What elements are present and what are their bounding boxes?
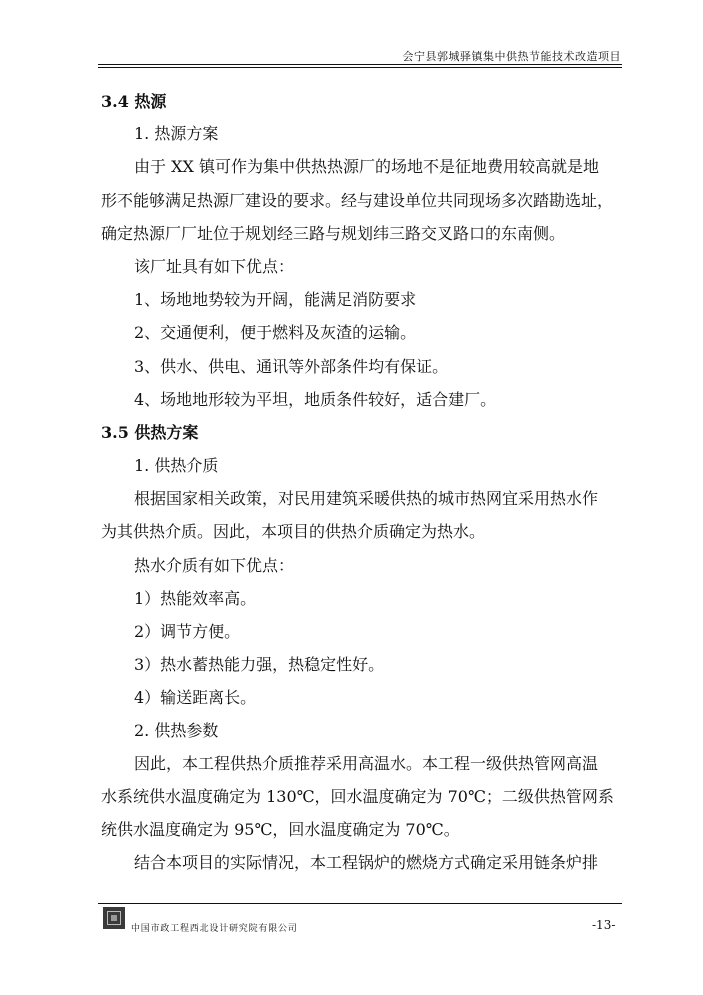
paragraph-line: 根据国家相关政策，对民用建筑采暖供热的城市热网宜采用热水作: [134, 489, 599, 508]
section-heading-3-4: 3.4 热源: [101, 92, 167, 111]
paragraph-line: 因此，本工程供热介质推荐采用高温水。本工程一级供热管网高温: [134, 754, 599, 773]
paragraph-line: 热水介质有如下优点：: [134, 556, 295, 575]
subsection-heat-source-plan: 1. 热源方案: [134, 124, 219, 143]
page-number: -13-: [592, 918, 616, 932]
paragraph-line: 确定热源厂厂址位于规划经三路与规划纬三路交叉路口的东南侧。: [101, 224, 566, 243]
list-item: 1）热能效率高。: [134, 589, 257, 608]
paragraph-line: 水系统供水温度确定为 130℃，回水温度确定为 70℃；二级供热管网系: [101, 787, 614, 806]
section-heading-3-5: 3.5 供热方案: [101, 423, 199, 442]
list-item: 4）输送距离长。: [134, 688, 257, 707]
paragraph-line: 该厂址具有如下优点：: [134, 257, 295, 276]
list-item: 2、交通便利，便于燃料及灰渣的运输。: [134, 323, 417, 342]
header-rule: [98, 64, 622, 65]
paragraph-line: 统供水温度确定为 95℃，回水温度确定为 70℃。: [101, 820, 460, 839]
header-title: 会宁县郭城驿镇集中供热节能技术改造项目: [402, 50, 621, 63]
list-item: 4、场地地形较为平坦，地质条件较好，适合建厂。: [134, 390, 497, 409]
paragraph-line: 由于 XX 镇可作为集中供热热源厂的场地不是征地费用较高就是地: [134, 157, 599, 176]
list-item: 1、场地地势较为开阔，能满足消防要求: [134, 290, 417, 309]
paragraph-line: 为其供热介质。因此，本项目的供热介质确定为热水。: [101, 522, 486, 541]
footer-organization: 中国市政工程西北设计研究院有限公司: [131, 924, 298, 934]
paragraph-line: 结合本项目的实际情况，本工程锅炉的燃烧方式确定采用链条炉排: [134, 853, 599, 872]
subsection-heating-medium: 1. 供热介质: [134, 456, 219, 475]
paragraph-line: 形不能够满足热源厂建设的要求。经与建设单位共同现场多次踏勘选址，: [101, 191, 614, 210]
list-item: 3、供水、供电、通讯等外部条件均有保证。: [134, 357, 449, 376]
subsection-heating-parameters: 2. 供热参数: [134, 721, 219, 740]
header-rule-thin: [98, 67, 622, 68]
list-item: 2）调节方便。: [134, 622, 241, 641]
company-logo-icon: [103, 907, 125, 929]
footer-rule: [98, 903, 622, 904]
list-item: 3）热水蓄热能力强，热稳定性好。: [134, 655, 385, 674]
